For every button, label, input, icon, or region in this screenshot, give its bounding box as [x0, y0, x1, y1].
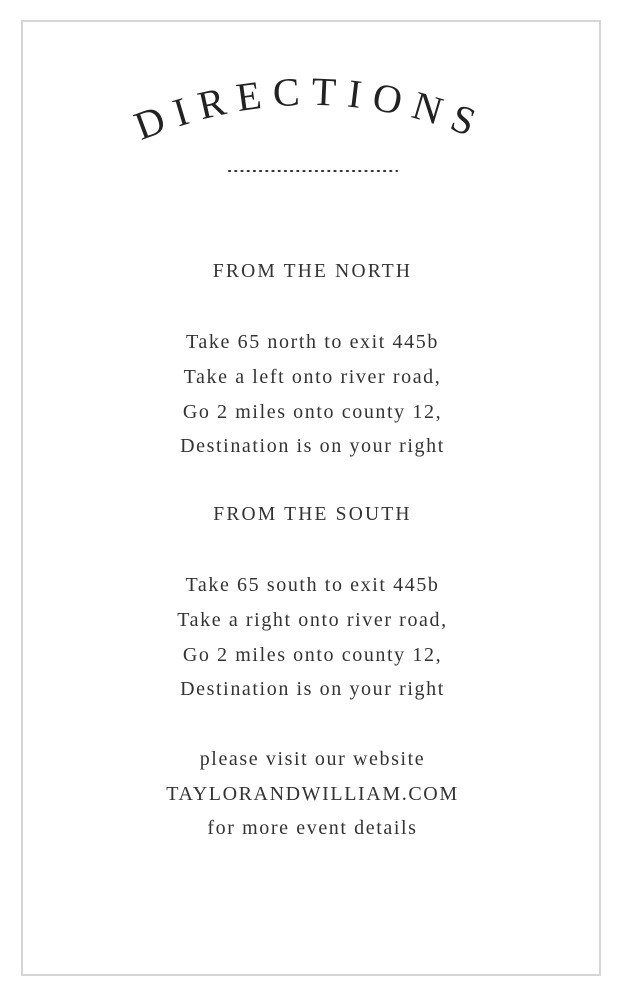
south-line-3: Go 2 miles onto county 12,: [182, 644, 443, 666]
north-heading: FROM THE NORTH: [212, 261, 413, 282]
south-line-1: Take 65 south to exit 445b: [185, 574, 440, 596]
svg-text:DIRECTIONS: [128, 69, 492, 149]
south-line-2: Take a right onto river road,: [177, 609, 448, 631]
north-line-1: Take 65 north to exit 445b: [186, 331, 439, 353]
website-outro: for more event details: [207, 817, 418, 839]
directions-title-text: DIRECTIONS: [128, 68, 493, 149]
north-line-4: Destination is on your right: [180, 435, 445, 457]
south-line-4: Destination is on your right: [180, 678, 445, 700]
north-line-3: Go 2 miles onto county 12,: [182, 401, 443, 423]
website-url: TAYLORANDWILLIAM.COM: [166, 783, 459, 805]
south-heading: FROM THE SOUTH: [213, 504, 412, 525]
website-intro: please visit our website: [199, 748, 426, 770]
dotted-divider: [228, 167, 398, 175]
north-line-2: Take a left onto river road,: [183, 366, 442, 388]
